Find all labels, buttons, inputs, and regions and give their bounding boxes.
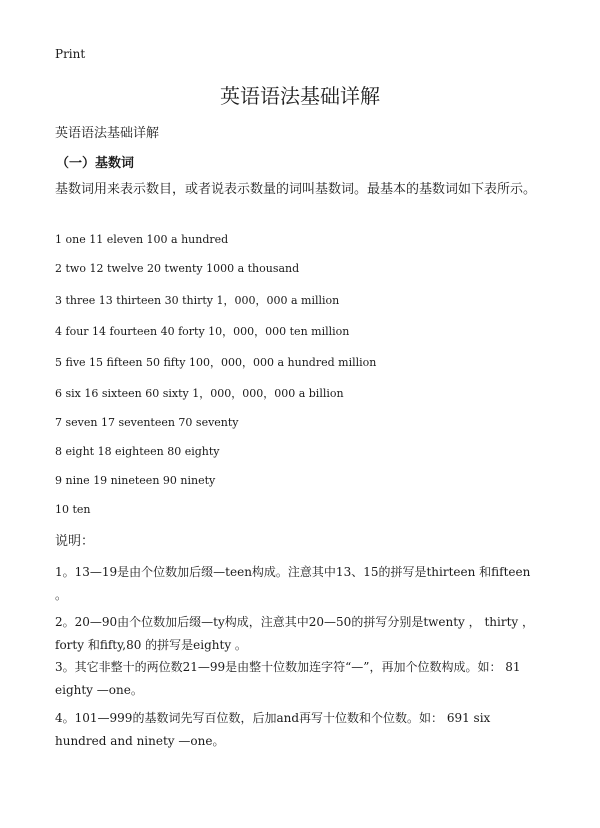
page-title: 英语语法基础详解 — [220, 84, 380, 108]
note-item: 4。101—999的基数词先写百位数，后加and再写十位数和个位数。如： 691 six hundred and ninety —one。 — [55, 711, 491, 748]
number-row: 9 nine 19 nineteen 90 ninety — [55, 474, 216, 487]
note-item: 1。13—19是由个位数加后缀—teen构成。注意其中13、15的拼写是thirteen 和fifteen 。 — [55, 565, 531, 602]
number-row: 6 six 16 sixteen 60 sixty 1，000，000，000 a billion — [55, 387, 344, 400]
subtitle: 英语语法基础详解 — [55, 126, 160, 141]
section-heading: （一）基数词 — [56, 156, 135, 171]
number-row: 2 two 12 twelve 20 twenty 1000 a thousand — [55, 262, 300, 275]
number-row: 8 eight 18 eighteen 80 eighty — [55, 445, 220, 458]
intro-paragraph: 基数词用来表示数目，或者说表示数量的词叫基数词。最基本的基数词如下表所示。 — [55, 182, 537, 197]
number-row: 3 three 13 thirteen 30 thirty 1，000，000 a million — [55, 294, 340, 307]
number-row: 4 four 14 fourteen 40 forty 10，000，000 ten million — [55, 325, 350, 338]
number-row: 1 one 11 eleven 100 a hundred — [55, 233, 229, 246]
notes-label: 说明： — [55, 534, 95, 549]
number-row: 10 ten — [55, 503, 91, 516]
print-label[interactable]: Print — [55, 47, 86, 61]
number-row: 7 seven 17 seventeen 70 seventy — [55, 416, 239, 429]
note-item: 3。其它非整十的两位数21—99是由整十位数加连字符“—”，再加个位数构成。如： 81 eighty —one。 — [55, 660, 521, 697]
number-row: 5 five 15 fifteen 50 fifty 100，000，000 a hundred million — [55, 356, 377, 369]
note-item: 2。20—90由个位数加后缀—ty构成，注意其中20—50的拼写分别是twenty ， thirty ， forty 和fifty,80 的拼写是eighty 。 — [55, 615, 535, 652]
